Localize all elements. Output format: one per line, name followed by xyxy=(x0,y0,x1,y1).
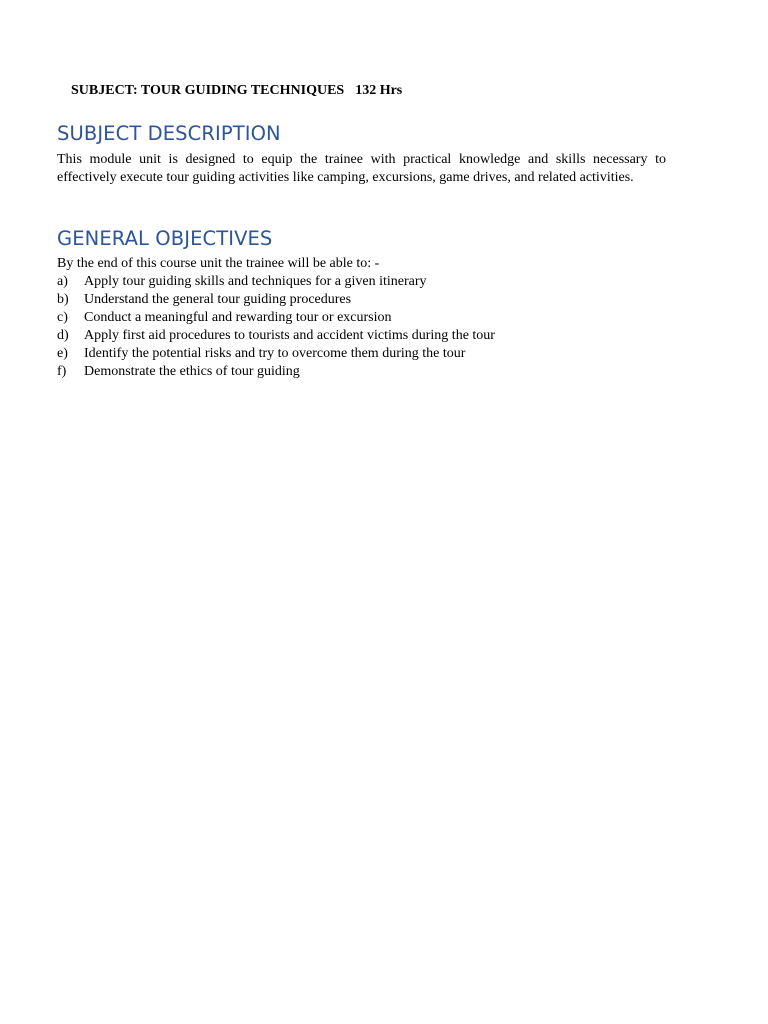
list-item-marker: a) xyxy=(57,274,68,289)
list-item xyxy=(57,327,495,345)
subject-description-heading: SUBJECT DESCRIPTION xyxy=(57,122,281,145)
objectives-list xyxy=(57,273,495,381)
list-item xyxy=(57,309,495,327)
list-item xyxy=(57,345,495,363)
list-item xyxy=(57,363,495,381)
list-item xyxy=(57,273,495,291)
list-item-marker: b) xyxy=(57,292,69,307)
list-item-text: Conduct a meaningful and rewarding tour or excursion xyxy=(84,310,392,325)
subject-title xyxy=(57,65,402,116)
list-item-text: Understand the general tour guiding procedures xyxy=(84,292,352,307)
subject-hours: 132 Hrs xyxy=(355,83,403,98)
list-item xyxy=(57,291,495,309)
objectives-intro: By the end of this course unit the trainee will be able to: - xyxy=(57,256,380,271)
general-objectives-heading: GENERAL OBJECTIVES xyxy=(57,227,273,250)
list-item-marker: e) xyxy=(57,346,68,361)
list-item-marker: d) xyxy=(57,328,69,343)
list-item-text: Apply first aid procedures to tourists and accident victims during the tour xyxy=(84,328,495,343)
list-item-text: Identify the potential risks and try to overcome them during the tour xyxy=(84,346,466,361)
list-item-marker: f) xyxy=(57,364,67,379)
subject-name: SUBJECT: TOUR GUIDING TECHNIQUES xyxy=(71,83,345,98)
list-item-text: Demonstrate the ethics of tour guiding xyxy=(84,364,300,379)
list-item-marker: c) xyxy=(57,310,68,325)
subject-description-text: This module unit is designed to equip the trainee with practical knowledge and skills necessary to effectively execute tour guiding activities like camping, excursions, game drives, and related activities. xyxy=(57,152,666,186)
list-item-text: Apply tour guiding skills and techniques for a given itinerary xyxy=(84,274,427,289)
